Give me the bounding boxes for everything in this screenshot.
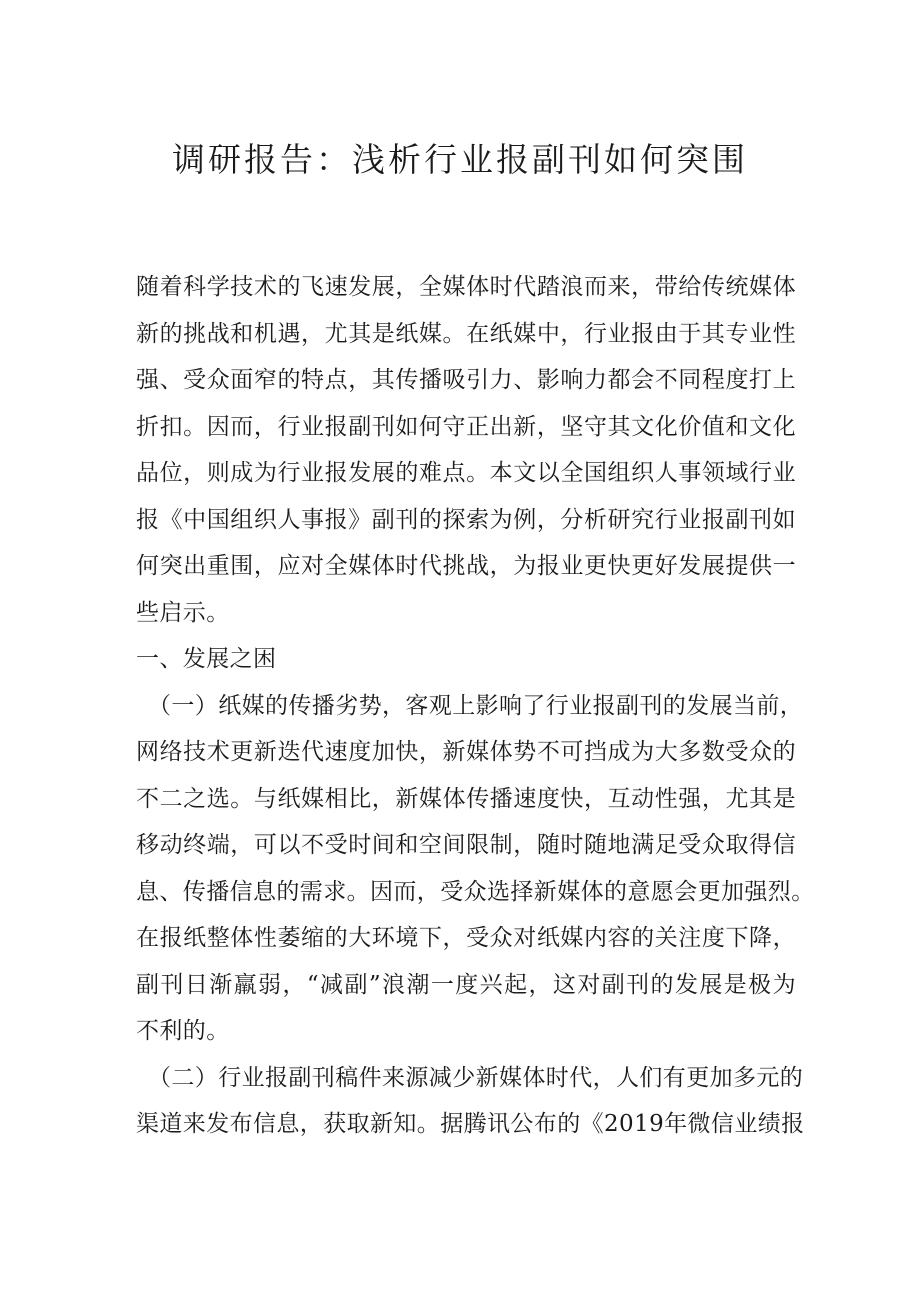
body-line: 些启示。 — [136, 599, 230, 626]
body-line: 网络技术更新迭代速度加快，新媒体势不可挡成为大多数受众的 — [136, 739, 796, 765]
body-line: 随着科学技术的飞速发展，全媒体时代踏浪而来，带给传统媒体 — [136, 274, 796, 300]
body-line: 品位，则成为行业报发展的难点。本文以全国组织人事领域行业 — [136, 460, 796, 486]
document-body — [136, 264, 815, 1148]
body-line: 移动终端，可以不受时间和空间限制，随时随地满足受众取得信 — [136, 832, 796, 858]
subsection-line: （二）行业报副刊稿件来源减少新媒体时代，人们有更加多元的 — [148, 1064, 804, 1091]
body-line: 渠道来发布信息，获取新知。据腾讯公布的《2019年微信业绩报 — [136, 1111, 805, 1137]
body-line: 报《中国组织人事报》副刊的探索为例，分析研究行业报副刊如 — [136, 506, 796, 533]
body-line: 不利的。 — [136, 1018, 230, 1044]
subsection-line: （一）纸媒的传播劣势，客观上影响了行业报副刊的发展当前， — [148, 692, 804, 719]
body-line: 在报纸整体性萎缩的大环境下，受众对纸媒内容的关注度下降， — [136, 925, 796, 951]
body-line: 折扣。因而，行业报副刊如何守正出新，坚守其文化价值和文化 — [136, 413, 796, 440]
document-title: 调研报告：浅析行业报副刊如何突围 — [172, 140, 748, 179]
body-line: 强、受众面窄的特点，其传播吸引力、影响力都会不同程度打上 — [136, 367, 796, 393]
body-line: 新的挑战和机遇，尤其是纸媒。在纸媒中，行业报由于其专业性 — [136, 320, 796, 347]
body-line: 不二之选。与纸媒相比，新媒体传播速度快，互动性强，尤其是 — [136, 785, 796, 812]
section-heading: 一、发展之困 — [136, 646, 277, 672]
body-line: 何突出重围，应对全媒体时代挑战，为报业更快更好发展提供一 — [136, 553, 796, 579]
body-line: 息、传播信息的需求。因而，受众选择新媒体的意愿会更加强烈。 — [136, 878, 815, 905]
body-line: 副刊日渐羸弱，“减副”浪潮一度兴起，这对副刊的发展是极为 — [136, 971, 796, 998]
